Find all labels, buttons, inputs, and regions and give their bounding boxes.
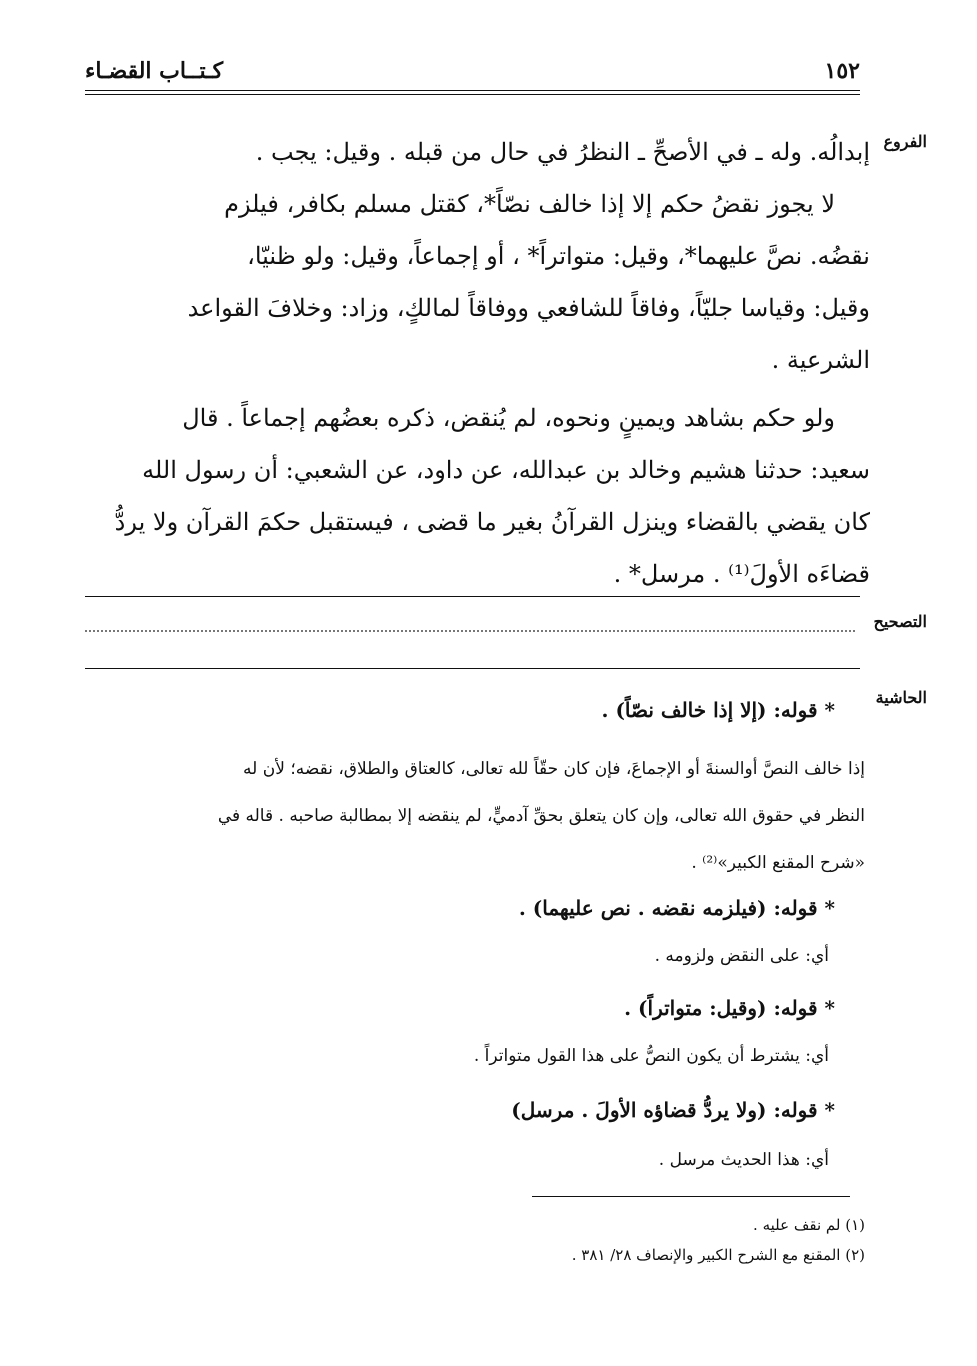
header-rule-bottom [85, 94, 860, 95]
main-line: كان يقضي بالقضاء وينزل القرآنُ بغير ما قضى ، فيستقبل حكمَ القرآن ولا يردُّ [114, 508, 870, 536]
main-line: إبدالُه. وله ـ في الأصحِّ ـ النظرُ في حال من قبله . وقيل: يجب . [255, 138, 870, 166]
footnote: (١) لم نقف عليه . [753, 1216, 865, 1234]
hashiya-quote-text: * قوله: (فيلزمه نقضه . نص عليهما) . [518, 896, 835, 920]
main-line: قضاءَه الأولَ⁽¹⁾ . مرسل* . [613, 560, 870, 588]
tashih-rule-top [85, 596, 860, 597]
running-title: كـتــاب القضـاء [85, 58, 224, 84]
hashiya-note-line: النظر في حقوق الله تعالى، وإن كان يتعلق بحقِّ آدميٍّ، لم ينقضه إلا بمطالبة صاحبه . قاله في [217, 806, 865, 826]
tashih-dotted-line [85, 630, 855, 632]
hashiya-note [80, 1046, 865, 1066]
hashiya-note-line: إذا خالف النصَّ أوالسنةَ أو الإجماعَ، فإن كان حقّاً لله تعالى، كالعتاق والطلاق، نقضه؛ لأن له [243, 759, 865, 779]
footnote: (٢) المقنع مع الشرح الكبير والإنصاف ٢٨/ ٣٨١ . [571, 1246, 865, 1264]
footnotes [80, 1210, 865, 1270]
header-rule-top [85, 90, 860, 91]
main-line: نقضُه. نصَّ عليهما*، وقيل: متواتراً* ، أو إجماعاً، وقيل: ولو ظنيّا، [247, 242, 870, 270]
hashiya-quote [80, 1098, 865, 1122]
page-header [85, 58, 860, 88]
hashiya-quote-text: * قوله: (وقيل: متواتراً) . [624, 996, 835, 1020]
hashiya-note [80, 946, 865, 966]
label-hashiya: الحاشية [875, 688, 927, 707]
main-text [80, 126, 870, 600]
hashiya-note-line: أي: هذا الحديث مرسل . [658, 1150, 829, 1170]
page-number: ١٥٢ [824, 58, 860, 84]
main-line: سعيد: حدثنا هشيم وخالد بن عبدالله، عن داود، عن الشعبي: أن رسول الله [142, 456, 870, 484]
main-line: لا يجوز نقضُ حكم إلا إذا خالف نصّاً*، كقتل مسلم بكافر، فيلزم [224, 190, 835, 218]
label-furu: الفروع [883, 132, 927, 151]
main-line: الشرعية . [771, 346, 870, 374]
hashiya-note-line: أي: يشترط أن يكون النصُّ على هذا القول متواتراً . [473, 1046, 829, 1066]
hashiya-note [80, 1150, 865, 1170]
tashih-rule-bottom [85, 668, 860, 669]
label-tashih: التصحيح [873, 612, 927, 631]
hashiya-quote [80, 996, 865, 1020]
hashiya-note-line: «شرح المقنع الكبير»⁽²⁾ . [691, 853, 865, 873]
hashiya-note-line: أي: على النقض ولزومه . [654, 946, 829, 966]
hashiya-quote: * قوله: (إلا إذا خالف نصّاً) . [601, 698, 835, 722]
hashiya-note [80, 746, 865, 887]
main-line: وقيل: وقياسا جليّاً، وفاقاً للشافعي ووفاقاً لمالكٍ، وزاد: وخلافَ القواعد [187, 294, 870, 322]
hashiya-quote [80, 896, 865, 920]
main-line: ولو حكم بشاهد ويمينٍ ونحوه، لم يُنقض، ذكره بعضُهم إجماعاً . قال [182, 404, 835, 432]
hashiya-quote-text: * قوله: (ولا يردُّ قضاؤه الأولَ . مرسل) [511, 1098, 835, 1122]
footnote-rule [532, 1196, 850, 1197]
